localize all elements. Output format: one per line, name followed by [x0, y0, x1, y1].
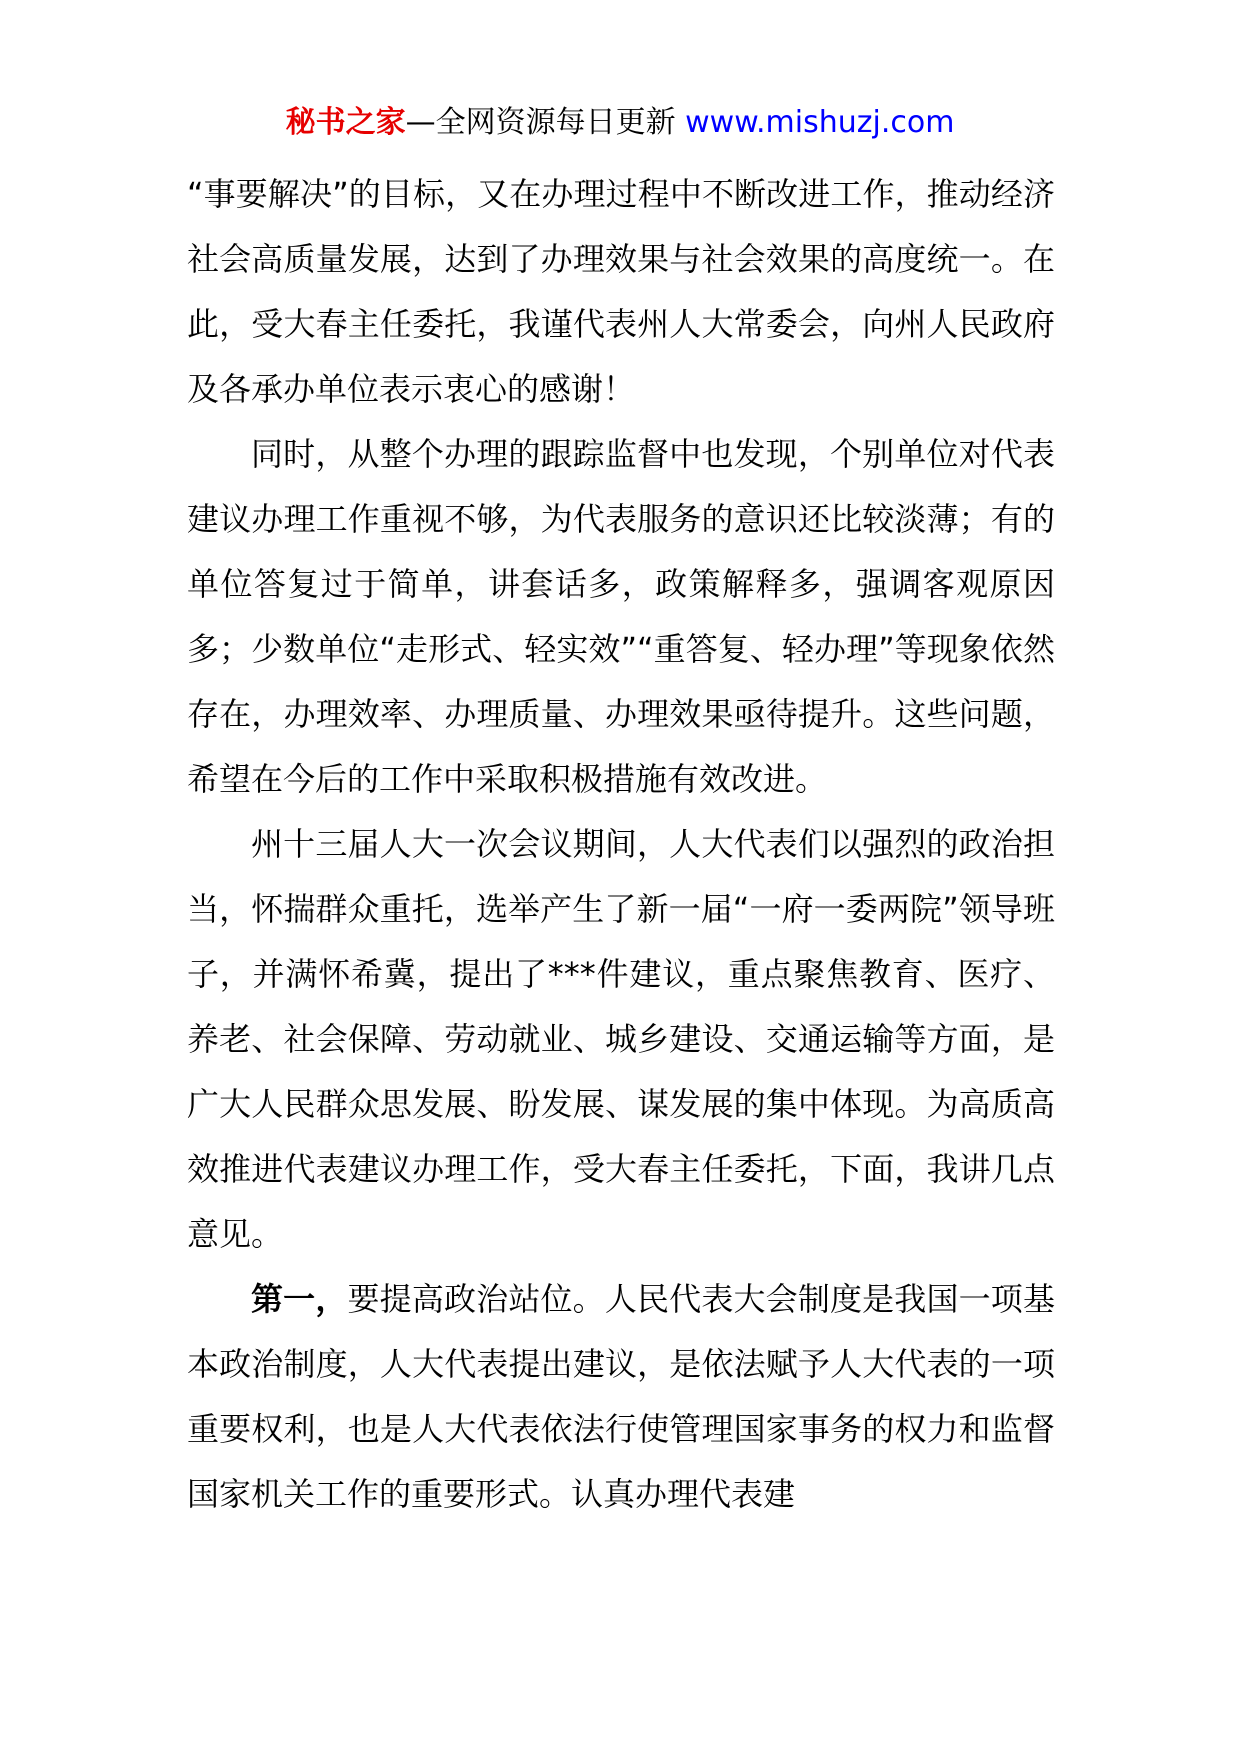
brand-name: 秘书之家 [285, 105, 406, 140]
paragraph-4-lead: 第一， [251, 1280, 348, 1318]
paragraph-4 [187, 1267, 1055, 1527]
site-header [0, 103, 1240, 143]
site-url-link[interactable]: www.mishuzj.com [685, 105, 955, 140]
header-tagline: —全网资源每日更新 [405, 105, 686, 140]
paragraph-2: 同时，从整个办理的跟踪监督中也发现，个别单位对代表建议办理工作重视不够，为代表服务的意识还比较淡薄；有的单位答复过于简单，讲套话多，政策解释多，强调客观原因多；少数单位“走形式、轻实效”“重答复、轻办理”等现象依然存在，办理效率、办理质量、办理效果亟待提升。这些问题，希望在今后的工作中采取积极措施有效改进。 [187, 435, 1055, 798]
paragraph-1: “事要解决”的目标，又在办理过程中不断改进工作，推动经济社会高质量发展，达到了办理效果与社会效果的高度统一。在此，受大春主任委托，我谨代表州人大常委会，向州人民政府及各承办单位表示衷心的感谢！ [187, 175, 1055, 408]
document-body [187, 162, 1055, 1527]
paragraph-4-text: 要提高政治站位。人民代表大会制度是我国一项基本政治制度，人大代表提出建议，是依法赋予人大代表的一项重要权利，也是人大代表依法行使管理国家事务的权力和监督国家机关工作的重要形式。认真办理代表建 [187, 1280, 1055, 1513]
paragraph-3: 州十三届人大一次会议期间，人大代表们以强烈的政治担当，怀揣群众重托，选举产生了新一届“一府一委两院”领导班子，并满怀希冀，提出了***件建议，重点聚焦教育、医疗、养老、社会保障、劳动就业、城乡建设、交通运输等方面，是广大人民群众思发展、盼发展、谋发展的集中体现。为高质高效推进代表建议办理工作，受大春主任委托，下面，我讲几点意见。 [187, 825, 1055, 1253]
